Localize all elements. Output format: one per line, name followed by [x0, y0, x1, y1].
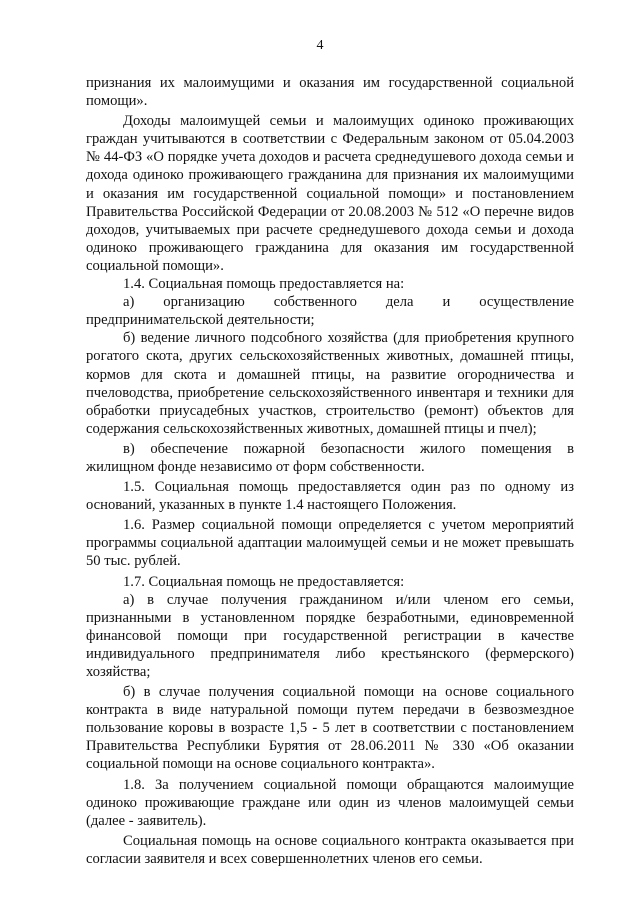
paragraph-1-4-b: б) ведение личного подсобного хозяйства (для приобретения крупного рогатого скота, других сельскохозяйственных животных, домашней птицы, кормов для скота и домашней птицы, на развитие огородничества и пчеловодства, приобретение сельскохозяйственного инвентаря и техники для обработки приусадебных участков, строительство (ремонт) объектов для содержания сельскохозяйственных животных, домашней птицы и пчел); [86, 330, 574, 437]
paragraph-1-7-a: а) в случае получения гражданином и/или членом его семьи, признанными в установленном порядке безработными, единовременной финансовой помощи при государственной регистрации в качестве индивидуального предпринимателя либо крестьянского (фермерского) хозяйства; [86, 591, 574, 680]
paragraph-1-8: 1.8. За получением социальной помощи обращаются малоимущие одиноко проживающие граждане или один из членов малоимущей семьи (далее - заявитель). [86, 776, 574, 829]
paragraph-1-4-c: в) обеспечение пожарной безопасности жилого помещения в жилищном фонде независимо от форм собственности. [86, 440, 574, 475]
document-body [86, 74, 574, 868]
paragraph-1-4: 1.4. Социальная помощь предоставляется на: [123, 276, 405, 293]
paragraph-consent: Социальная помощь на основе социального контракта оказывается при согласии заявителя и всех совершеннолетних членов его семьи. [86, 832, 574, 867]
page-number: 4 [316, 38, 324, 53]
paragraph-1-7: 1.7. Социальная помощь не предоставляется: [123, 573, 405, 590]
paragraph-1-6: 1.6. Размер социальной помощи определяется с учетом мероприятий программы социальной адаптации малоимущей семьи и не может превышать 50 тыс. рублей. [86, 517, 574, 570]
paragraph-1-4-a: а) организацию собственного дела и осуществление предпринимательской деятельности; [86, 294, 574, 329]
paragraph-continuation: признания их малоимущими и оказания им государственной социальной помощи». [86, 75, 574, 110]
paragraph-1-7-b: б) в случае получения социальной помощи на основе социального контракта в виде натуральной помощи путем передачи в безвозмездное пользование коровы в возрасте 1,5 - 5 лет в соответствии с постановлением Правительства Республики Бурятия от 28.06.2011 № 330 «Об оказании социальной помощи на основе социального контракта». [86, 684, 574, 773]
paragraph-1-5: 1.5. Социальная помощь предоставляется один раз по одному из оснований, указанных в пункте 1.4 настоящего Положения. [86, 479, 574, 514]
paragraph-income-accounting: Доходы малоимущей семьи и малоимущих одиноко проживающих граждан учитываются в соответствии с Федеральным законом от 05.04.2003 № 44-ФЗ «О порядке учета доходов и расчета среднедушевого дохода семьи и дохода одиноко проживающего гражданина для признания их малоимущими и оказания им государственной социальной помощи» и постановлением Правительства Российской Федерации от 20.08.2003 № 512 «О перечне видов доходов, учитываемых при расчете среднедушевого дохода семьи и дохода одиноко проживающего гражданина для оказания им государственной социальной помощи». [86, 113, 574, 274]
